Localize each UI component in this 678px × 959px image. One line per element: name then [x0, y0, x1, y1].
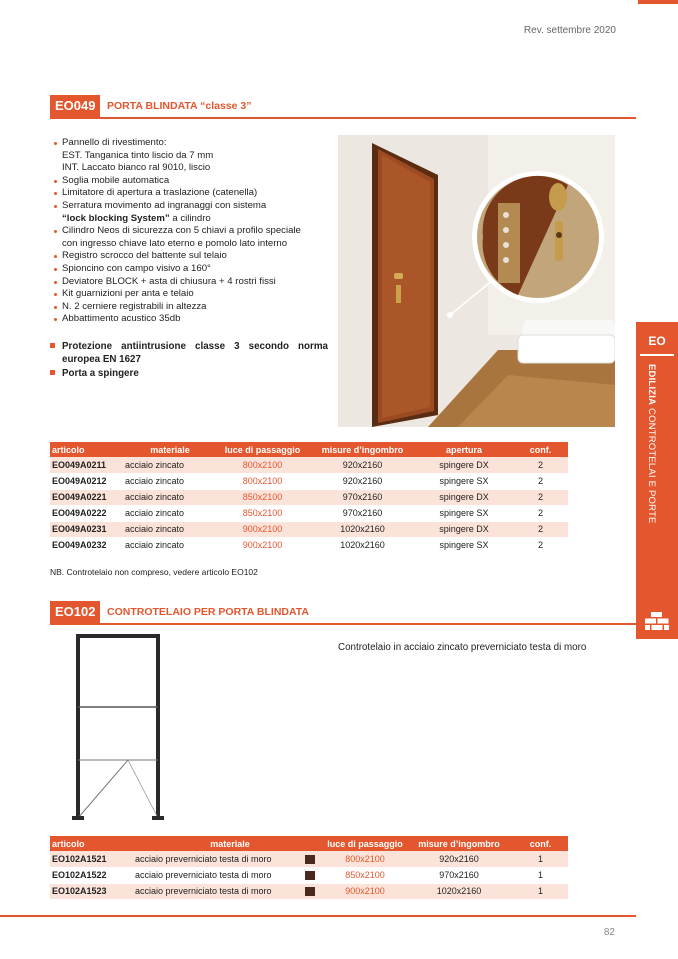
- feature-item: [54, 137, 334, 175]
- col-header: misure d’ingombro: [310, 442, 415, 457]
- feature-text: Kit guarnizioni per anta e telaio: [62, 288, 194, 300]
- highlight-item: Protezione antiintrusione classe 3 secondo norma europea EN 1627: [50, 340, 328, 366]
- cell-pack: 2: [513, 521, 568, 537]
- section-rule: [50, 117, 636, 119]
- color-swatch: [305, 887, 315, 896]
- cell-pack: 2: [513, 457, 568, 473]
- feature-list: [54, 137, 334, 326]
- cell-pack: 1: [513, 867, 568, 883]
- table-row: [50, 457, 568, 473]
- cell-direction: spingere SX: [415, 505, 513, 521]
- cell-material: acciaio zincato: [125, 521, 215, 537]
- feature-item: [54, 263, 334, 276]
- cell-opening: 850x2100: [215, 489, 310, 505]
- cell-direction: spingere DX: [415, 489, 513, 505]
- cell-pack: 1: [513, 851, 568, 867]
- cell-material: acciaio zincato: [125, 457, 215, 473]
- cell-size: 970x2160: [310, 505, 415, 521]
- cell-size: 920x2160: [405, 851, 513, 867]
- product-table-eo102: [50, 836, 568, 900]
- door-photo: [338, 135, 615, 427]
- table-row: [50, 489, 568, 505]
- feature-text: Soglia mobile automatica: [62, 174, 170, 186]
- cell-size: 1020x2160: [405, 883, 513, 899]
- cell-direction: spingere DX: [415, 457, 513, 473]
- bricks-icon: [645, 612, 669, 630]
- col-header: misure d’ingombro: [405, 836, 513, 851]
- cell-direction: spingere DX: [415, 521, 513, 537]
- door-illustration: [338, 135, 615, 427]
- cell-size: 1020x2160: [310, 537, 415, 553]
- section-title: PORTA BLINDATA “classe 3”: [107, 100, 252, 112]
- cell-material: acciaio preverniciato testa di moro: [135, 851, 295, 867]
- feature-item: [54, 313, 334, 326]
- cell-code: EO049A0232: [50, 537, 125, 553]
- feature-text: Registro scrocco del battente sul telaio: [62, 250, 227, 262]
- cell-material: acciaio zincato: [125, 505, 215, 521]
- cell-size: 970x2160: [310, 489, 415, 505]
- feature-text: EST. Tanganica tinto liscio da 7 mm: [62, 149, 214, 161]
- cell-code: EO049A0221: [50, 489, 125, 505]
- col-header: materiale: [125, 442, 215, 457]
- top-accent-bar: [638, 0, 678, 4]
- cell-opening: 800x2100: [215, 473, 310, 489]
- cell-material: acciaio zincato: [125, 537, 215, 553]
- category-side-tab: [636, 322, 678, 639]
- feature-text: Spioncino con campo visivo a 160°: [62, 262, 211, 274]
- cell-code: EO102A1523: [50, 883, 135, 899]
- category-label-bold: EDILIZIA: [646, 364, 657, 406]
- category-code: EO: [648, 334, 666, 348]
- table-row: [50, 851, 568, 867]
- section-header-eo049: [50, 95, 636, 117]
- cell-opening: 900x2100: [325, 883, 405, 899]
- highlight-item: Porta a spingere: [50, 367, 328, 380]
- cell-size: 920x2160: [310, 457, 415, 473]
- feature-item: [54, 175, 334, 188]
- feature-text: a cilindro: [169, 212, 211, 224]
- table-row: [50, 505, 568, 521]
- table-row: [50, 521, 568, 537]
- cell-code: EO049A0211: [50, 457, 125, 473]
- col-header: articolo: [50, 836, 135, 851]
- col-header: conf.: [513, 442, 568, 457]
- cell-opening: 800x2100: [215, 457, 310, 473]
- table-row: [50, 473, 568, 489]
- feature-item: [54, 250, 334, 263]
- table-header-row: [50, 836, 568, 851]
- col-header: luce di passaggio: [215, 442, 310, 457]
- col-header: apertura: [415, 442, 513, 457]
- revision-date: Rev. settembre 2020: [523, 25, 616, 36]
- feature-text: Deviatore BLOCK + asta di chiusura + 4 rostri fissi: [62, 275, 276, 287]
- section-rule: [50, 623, 636, 625]
- cell-material: acciaio preverniciato testa di moro: [135, 883, 295, 899]
- feature-item: [54, 225, 334, 250]
- cell-code: EO102A1522: [50, 867, 135, 883]
- cell-code: EO102A1521: [50, 851, 135, 867]
- feature-text: Serratura movimento ad ingranaggi con sistema: [62, 199, 267, 211]
- highlight-list: [50, 340, 328, 381]
- col-header: luce di passaggio: [325, 836, 405, 851]
- cell-pack: 2: [513, 489, 568, 505]
- cell-code: EO049A0222: [50, 505, 125, 521]
- col-header: materiale: [135, 836, 325, 851]
- cell-opening: 850x2100: [325, 867, 405, 883]
- feature-item: [54, 276, 334, 289]
- category-label-rest: CONTROTELAI E PORTE: [646, 405, 657, 524]
- table-row: [50, 537, 568, 553]
- cell-material: acciaio preverniciato testa di moro: [135, 867, 295, 883]
- feature-item: [54, 301, 334, 314]
- cell-pack: 2: [513, 473, 568, 489]
- category-label: [646, 364, 657, 524]
- feature-text: Abbattimento acustico 35db: [62, 313, 181, 325]
- cell-size: 1020x2160: [310, 521, 415, 537]
- feature-text-bold: “lock blocking System”: [62, 212, 170, 224]
- cell-opening: 850x2100: [215, 505, 310, 521]
- cell-pack: 2: [513, 537, 568, 553]
- cell-opening: 800x2100: [325, 851, 405, 867]
- feature-item: [54, 288, 334, 301]
- cell-code: EO049A0231: [50, 521, 125, 537]
- category-divider: [640, 354, 674, 356]
- footer-rule: [0, 915, 636, 917]
- feature-text: Limitatore di apertura a traslazione (catenella): [62, 187, 258, 199]
- feature-text: INT. Laccato bianco ral 9010, liscio: [62, 162, 211, 174]
- section-title: CONTROTELAIO PER PORTA BLINDATA: [107, 606, 310, 618]
- table-header-row: [50, 442, 568, 457]
- feature-text: Cilindro Neos di sicurezza con 5 chiavi a profilo speciale: [62, 225, 301, 237]
- table-row: [50, 867, 568, 883]
- cell-size: 920x2160: [310, 473, 415, 489]
- cell-code: EO049A0212: [50, 473, 125, 489]
- cell-material: acciaio zincato: [125, 489, 215, 505]
- col-header: articolo: [50, 442, 125, 457]
- page-number: 82: [603, 927, 615, 938]
- section-code: EO102: [50, 601, 100, 623]
- section-header-eo102: [50, 601, 636, 623]
- feature-text: con ingresso chiave lato eterno e pomolo lato interno: [62, 237, 288, 249]
- col-header: conf.: [513, 836, 568, 851]
- cell-direction: spingere SX: [415, 537, 513, 553]
- feature-item: [54, 187, 334, 200]
- feature-text: N. 2 cerniere registrabili in altezza: [62, 300, 207, 312]
- product-description: Controtelaio in acciaio zincato preverniciato testa di moro: [338, 642, 587, 653]
- cell-size: 970x2160: [405, 867, 513, 883]
- cell-opening: 900x2100: [215, 521, 310, 537]
- door-frame-illustration: [68, 632, 168, 822]
- feature-text: Pannello di rivestimento:: [62, 137, 167, 148]
- table-note: NB. Controtelaio non compreso, vedere articolo EO102: [50, 567, 258, 577]
- cell-material: acciaio zincato: [125, 473, 215, 489]
- cell-opening: 900x2100: [215, 537, 310, 553]
- cell-pack: 1: [513, 883, 568, 899]
- cell-pack: 2: [513, 505, 568, 521]
- product-table-eo049: [50, 442, 568, 554]
- feature-item: [54, 200, 334, 225]
- color-swatch: [305, 855, 315, 864]
- section-code: EO049: [50, 95, 100, 117]
- color-swatch: [305, 871, 315, 880]
- cell-direction: spingere SX: [415, 473, 513, 489]
- table-row: [50, 883, 568, 899]
